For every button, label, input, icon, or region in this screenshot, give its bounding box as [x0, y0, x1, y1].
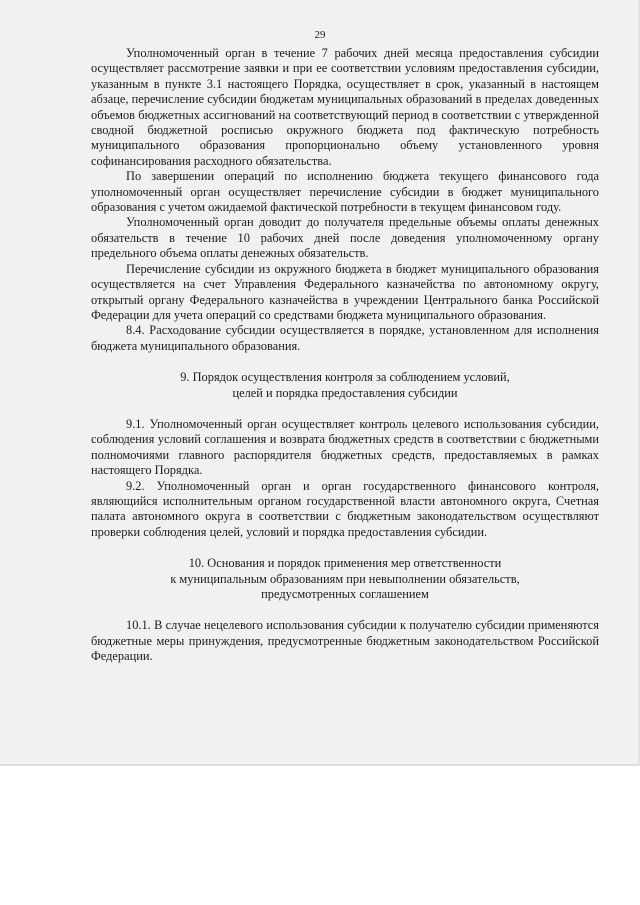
heading-line: 10. Основания и порядок применения мер ответственности — [188, 556, 502, 571]
paragraph: 9.1. Уполномоченный орган осуществляет контроль целевого использования субсидии, соблюдения условий соглашения и возврата бюджетных средств в соответствии с бюджетными полномочиями главного распорядителя бюджетных средств, предоставляемых в рамках настоящего Порядка. — [91, 416, 599, 478]
paragraph: 8.4. Расходование субсидии осуществляется в порядке, установленном для исполнения бюджета муниципального образования. — [91, 323, 599, 353]
heading-line: предусмотренных соглашением — [261, 587, 429, 601]
paragraph: Перечисление субсидии из окружного бюджета в бюджет муниципального образования осуществляется на счет Управления Федерального казначейства по автономному округу, открытый органу Федерального казначейства в учреждении Центрального банка Российской Федерации для учета операций со средствами бюджета муниципального образования. — [91, 261, 599, 322]
heading-line: к муниципальным образованиям при невыполнении обязательств, — [170, 571, 520, 586]
heading-line: целей и порядка предоставления субсидии — [232, 385, 458, 400]
section-10-heading — [91, 556, 599, 602]
section-9-heading — [91, 370, 599, 401]
paragraph: 10.1. В случае нецелевого использования субсидии к получателю субсидии применяются бюджетные меры принуждения, предусмотренные бюджетным законодательством Российской Федерации. — [91, 618, 599, 664]
paragraph: Уполномоченный орган доводит до получателя предельные объемы оплаты денежных обязательств в течение 10 рабочих дней после доведения уполномоченному органу предельного объема оплаты денежных обязательств. — [91, 215, 599, 261]
page-number: 29 — [314, 29, 326, 41]
document-body — [91, 46, 599, 665]
paragraph: Уполномоченный орган в течение 7 рабочих дней месяца предоставления субсидии осуществляет рассмотрение заявки и при ее соответствии условиям предоставления субсидии, указанным в пункте 3.1 настоящего Порядка, осуществляет в срок, указанный в настоящем абзаце, перечисление субсидии бюджетам муниципальных образований в пределах доведенных объемов бюджетных ассигнований на соответствующий период в соответствии с утвержденной сводной бюджетной росписью окружного бюджета под фактическую потребность муниципального образования пропорционально объему установленного уровня софинансирования расходного обязательства. — [91, 46, 599, 168]
paragraph: По завершении операций по исполнению бюджета текущего финансового года уполномоченный орган осуществляет перечисление субсидии в бюджет муниципального образования с учетом ожидаемой фактической потребности в текущем финансовом году. — [91, 169, 599, 215]
heading-line: 9. Порядок осуществления контроля за соблюдением условий, — [180, 370, 510, 385]
paragraph: 9.2. Уполномоченный орган и орган государственного финансового контроля, являющийся исполнительным органом государственной власти автономного округа, Счетная палата автономного округа в соответствии с бюджетным законодательством осуществляют проверки соблюдения целей, условий и порядка предоставления субсидии. — [91, 478, 599, 539]
